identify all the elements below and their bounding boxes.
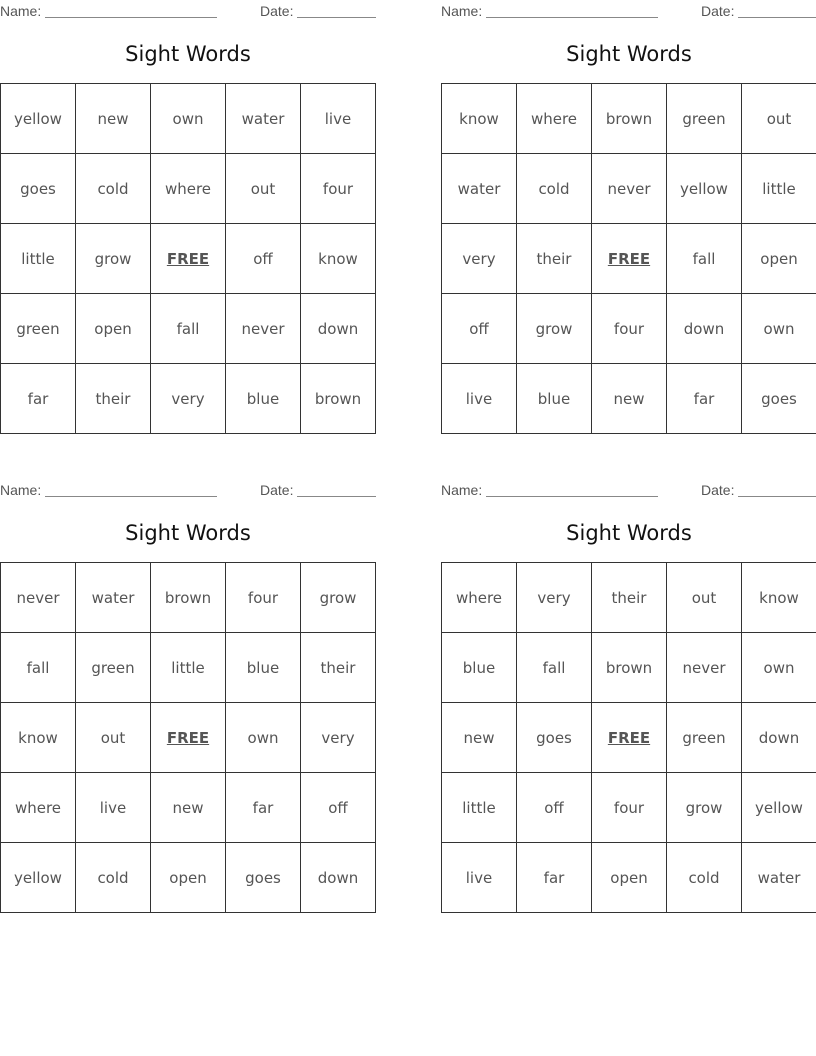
- grid-row: [1, 364, 376, 434]
- grid-cell: never: [592, 154, 667, 224]
- grid-cell: down: [667, 294, 742, 364]
- grid-cell: very: [301, 703, 376, 773]
- grid-cell: yellow: [1, 843, 76, 913]
- bingo-grid: [441, 83, 816, 434]
- grid-cell: brown: [151, 563, 226, 633]
- grid-cell: out: [742, 84, 816, 154]
- grid-cell: blue: [442, 633, 517, 703]
- grid-cell: four: [226, 563, 301, 633]
- grid-cell: own: [226, 703, 301, 773]
- grid-row: [1, 843, 376, 913]
- grid-cell: four: [592, 773, 667, 843]
- grid-cell: out: [226, 154, 301, 224]
- name-date-header: [441, 0, 816, 20]
- grid-cell: cold: [517, 154, 592, 224]
- grid-cell: fall: [1, 633, 76, 703]
- grid-cell: little: [742, 154, 816, 224]
- grid-cell: open: [151, 843, 226, 913]
- free-space-cell: FREE: [592, 703, 667, 773]
- grid-cell: green: [667, 84, 742, 154]
- grid-cell: cold: [76, 154, 151, 224]
- grid-cell: water: [76, 563, 151, 633]
- grid-cell: yellow: [742, 773, 816, 843]
- grid-row: [442, 84, 816, 154]
- grid-cell: open: [76, 294, 151, 364]
- grid-cell: brown: [592, 633, 667, 703]
- grid-cell: water: [442, 154, 517, 224]
- grid-row: [1, 773, 376, 843]
- grid-cell: their: [301, 633, 376, 703]
- card-title: Sight Words: [125, 42, 251, 66]
- grid-cell: never: [1, 563, 76, 633]
- grid-cell: live: [301, 84, 376, 154]
- grid-cell: green: [1, 294, 76, 364]
- grid-cell: where: [442, 563, 517, 633]
- grid-cell: own: [151, 84, 226, 154]
- grid-cell: never: [226, 294, 301, 364]
- grid-row: [442, 773, 816, 843]
- grid-row: [1, 633, 376, 703]
- name-date-header: [441, 479, 816, 499]
- grid-cell: yellow: [1, 84, 76, 154]
- grid-cell: four: [592, 294, 667, 364]
- grid-cell: off: [517, 773, 592, 843]
- grid-row: [442, 563, 816, 633]
- date-field-line[interactable]: [297, 496, 376, 497]
- grid-cell: little: [1, 224, 76, 294]
- grid-row: [1, 154, 376, 224]
- date-label: Date:: [701, 3, 735, 19]
- grid-cell: goes: [226, 843, 301, 913]
- grid-cell: live: [442, 364, 517, 434]
- name-field-line[interactable]: [45, 496, 217, 497]
- grid-row: [1, 294, 376, 364]
- grid-cell: out: [76, 703, 151, 773]
- grid-cell: grow: [301, 563, 376, 633]
- grid-cell: where: [151, 154, 226, 224]
- grid-cell: grow: [667, 773, 742, 843]
- date-label: Date:: [701, 482, 735, 498]
- name-field-line[interactable]: [45, 17, 217, 18]
- grid-cell: four: [301, 154, 376, 224]
- date-label: Date:: [260, 482, 294, 498]
- grid-cell: never: [667, 633, 742, 703]
- grid-cell: own: [742, 633, 816, 703]
- grid-cell: know: [742, 563, 816, 633]
- grid-cell: new: [442, 703, 517, 773]
- name-label: Name:: [0, 3, 42, 19]
- grid-cell: goes: [1, 154, 76, 224]
- grid-cell: brown: [301, 364, 376, 434]
- grid-cell: blue: [226, 364, 301, 434]
- grid-row: [442, 154, 816, 224]
- grid-cell: down: [742, 703, 816, 773]
- grid-cell: little: [442, 773, 517, 843]
- card-title: Sight Words: [125, 521, 251, 545]
- grid-cell: down: [301, 843, 376, 913]
- grid-cell: goes: [517, 703, 592, 773]
- grid-row: [442, 703, 816, 773]
- grid-cell: off: [226, 224, 301, 294]
- bingo-grid: [0, 83, 376, 434]
- card-title: Sight Words: [566, 521, 692, 545]
- grid-cell: know: [442, 84, 517, 154]
- grid-cell: water: [226, 84, 301, 154]
- grid-cell: live: [76, 773, 151, 843]
- free-space-cell: FREE: [151, 224, 226, 294]
- grid-cell: own: [742, 294, 816, 364]
- name-field-line[interactable]: [486, 496, 658, 497]
- free-space-cell: FREE: [592, 224, 667, 294]
- bingo-grid: [0, 562, 376, 913]
- grid-cell: down: [301, 294, 376, 364]
- grid-cell: off: [301, 773, 376, 843]
- grid-cell: blue: [226, 633, 301, 703]
- bingo-grid: [441, 562, 816, 913]
- grid-cell: green: [76, 633, 151, 703]
- grid-cell: know: [1, 703, 76, 773]
- grid-cell: live: [442, 843, 517, 913]
- grid-cell: brown: [592, 84, 667, 154]
- grid-cell: far: [517, 843, 592, 913]
- name-date-header: [0, 0, 376, 20]
- grid-cell: fall: [517, 633, 592, 703]
- name-label: Name:: [0, 482, 42, 498]
- grid-cell: very: [151, 364, 226, 434]
- name-date-header: [0, 479, 376, 499]
- grid-cell: grow: [76, 224, 151, 294]
- grid-cell: their: [517, 224, 592, 294]
- grid-cell: cold: [76, 843, 151, 913]
- grid-row: [1, 224, 376, 294]
- grid-cell: off: [442, 294, 517, 364]
- grid-cell: open: [592, 843, 667, 913]
- grid-cell: water: [742, 843, 816, 913]
- grid-cell: blue: [517, 364, 592, 434]
- grid-cell: out: [667, 563, 742, 633]
- grid-cell: new: [76, 84, 151, 154]
- grid-cell: goes: [742, 364, 816, 434]
- grid-cell: very: [517, 563, 592, 633]
- grid-cell: very: [442, 224, 517, 294]
- name-label: Name:: [441, 3, 483, 19]
- grid-cell: fall: [151, 294, 226, 364]
- grid-cell: their: [76, 364, 151, 434]
- name-label: Name:: [441, 482, 483, 498]
- date-field-line[interactable]: [738, 17, 816, 18]
- grid-row: [442, 633, 816, 703]
- grid-row: [1, 84, 376, 154]
- grid-cell: yellow: [667, 154, 742, 224]
- grid-cell: little: [151, 633, 226, 703]
- grid-row: [1, 703, 376, 773]
- grid-row: [442, 294, 816, 364]
- grid-cell: far: [667, 364, 742, 434]
- grid-cell: far: [226, 773, 301, 843]
- grid-row: [442, 843, 816, 913]
- name-field-line[interactable]: [486, 17, 658, 18]
- free-space-cell: FREE: [151, 703, 226, 773]
- grid-cell: new: [592, 364, 667, 434]
- grid-cell: know: [301, 224, 376, 294]
- grid-row: [1, 563, 376, 633]
- grid-cell: green: [667, 703, 742, 773]
- grid-row: [442, 364, 816, 434]
- grid-cell: where: [517, 84, 592, 154]
- grid-cell: where: [1, 773, 76, 843]
- card-title: Sight Words: [566, 42, 692, 66]
- grid-cell: their: [592, 563, 667, 633]
- date-field-line[interactable]: [738, 496, 816, 497]
- grid-row: [442, 224, 816, 294]
- grid-cell: cold: [667, 843, 742, 913]
- grid-cell: fall: [667, 224, 742, 294]
- grid-cell: far: [1, 364, 76, 434]
- grid-cell: grow: [517, 294, 592, 364]
- date-field-line[interactable]: [297, 17, 376, 18]
- grid-cell: open: [742, 224, 816, 294]
- date-label: Date:: [260, 3, 294, 19]
- grid-cell: new: [151, 773, 226, 843]
